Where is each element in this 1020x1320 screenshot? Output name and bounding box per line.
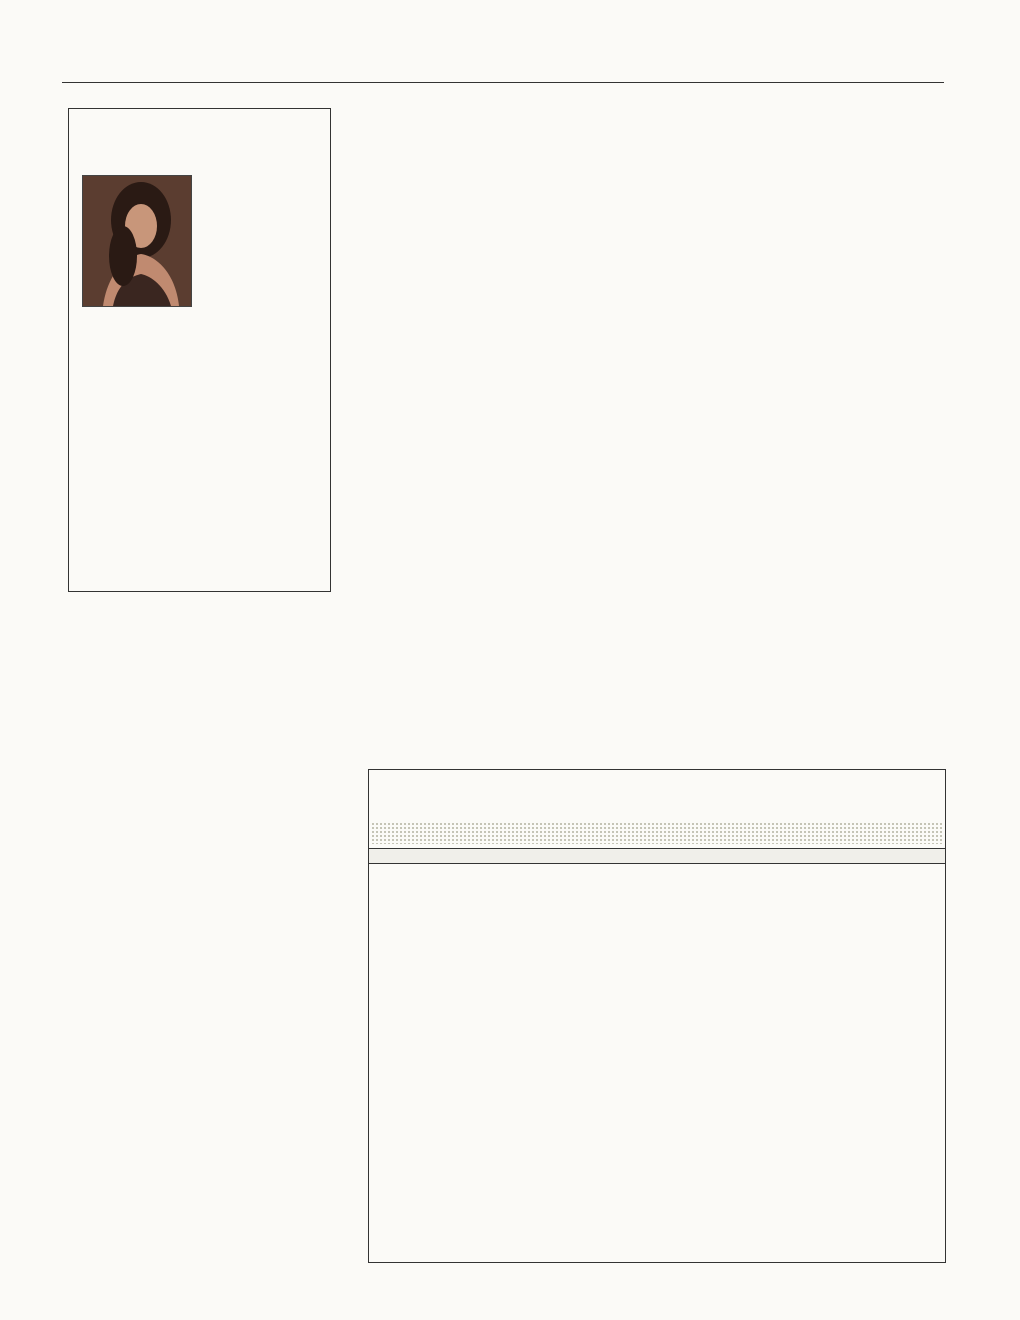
header-rule xyxy=(62,82,944,83)
mood-meter-table xyxy=(368,769,946,1263)
mood-meter-title xyxy=(373,776,941,838)
middle-column xyxy=(360,104,636,116)
guest-shot-box xyxy=(68,108,331,592)
six-pack-column xyxy=(68,612,344,624)
guest-shot-title xyxy=(77,113,324,180)
table-header xyxy=(369,848,945,864)
guest-photo xyxy=(82,175,192,307)
